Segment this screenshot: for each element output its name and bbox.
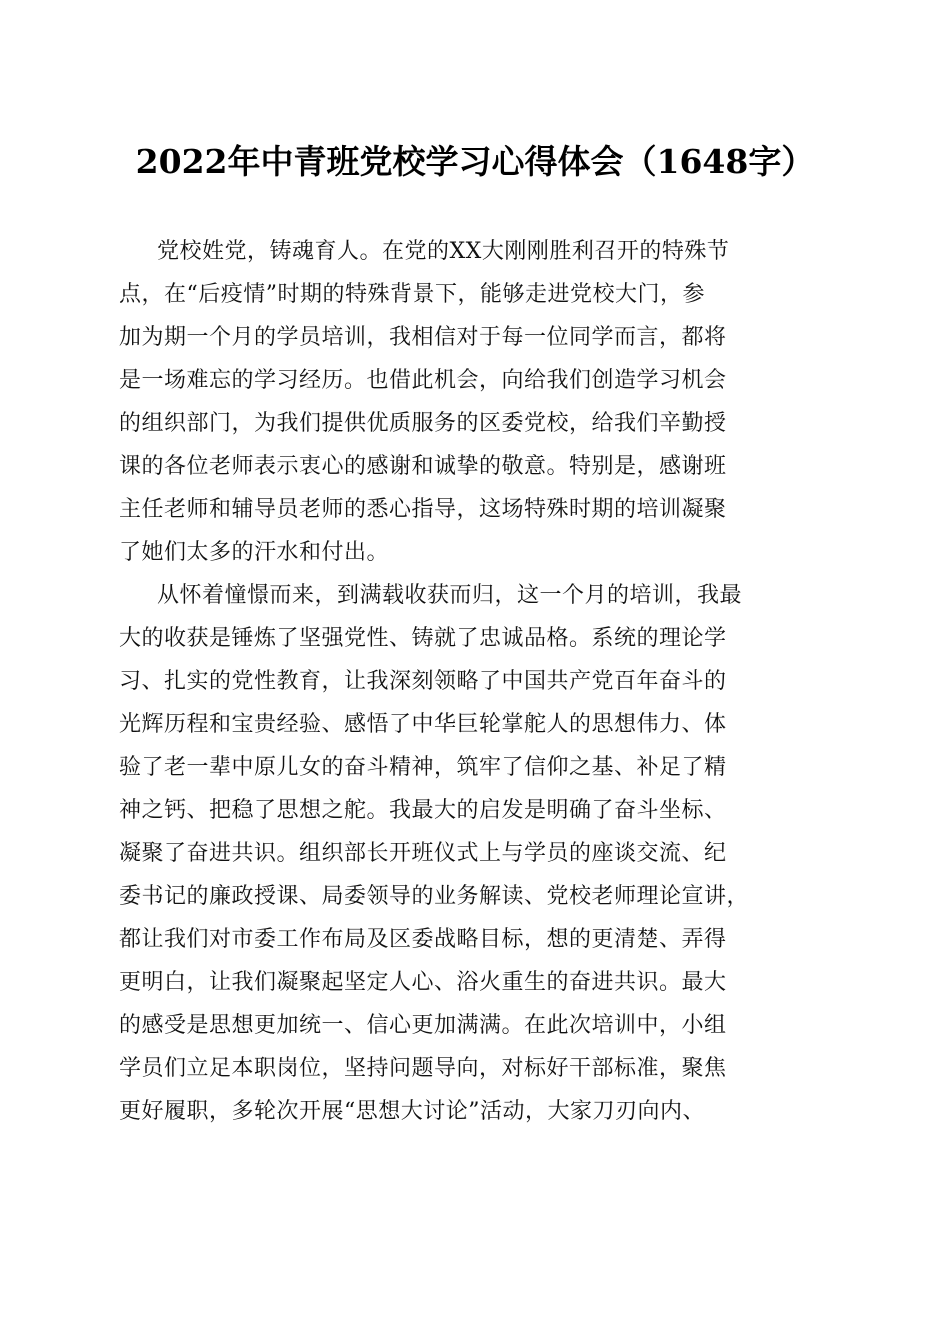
paragraph-1-line-3: 加为期一个月的学员培训，我相信对于每一位同学而言，都将 bbox=[119, 325, 727, 350]
paragraph-2-line-9: 都让我们对市委工作布局及区委战略目标，想的更清楚、弄得 bbox=[119, 927, 727, 952]
paragraph-1-line-2: 点，在“后疫情”时期的特殊背景下，能够走进党校大门，参 bbox=[119, 282, 705, 307]
paragraph-2-line-4: 光辉历程和宝贵经验、感悟了中华巨轮掌舵人的思想伟力、体 bbox=[119, 712, 727, 737]
document-title: 2022年中青班党校学习心得体会（1648字） bbox=[135, 142, 815, 181]
paragraph-2-line-11: 的感受是思想更加统一、信心更加满满。在此次培训中，小组 bbox=[119, 1013, 727, 1038]
paragraph-2-line-13: 更好履职，多轮次开展“思想大讨论”活动，大家刀刃向内、 bbox=[119, 1099, 705, 1124]
paragraph-1-line-6: 课的各位老师表示衷心的感谢和诚挚的敬意。特别是，感谢班 bbox=[119, 454, 727, 479]
paragraph-2-line-3: 习、扎实的党性教育，让我深刻领略了中国共产党百年奋斗的 bbox=[119, 669, 727, 694]
paragraph-2-line-10: 更明白，让我们凝聚起坚定人心、浴火重生的奋进共识。最大 bbox=[119, 970, 727, 995]
paragraph-2-line-8: 委书记的廉政授课、局委领导的业务解读、党校老师理论宣讲， bbox=[119, 884, 750, 909]
paragraph-2-line-5: 验了老一辈中原儿女的奋斗精神，筑牢了信仰之基、补足了精 bbox=[119, 755, 727, 780]
paragraph-1-line-5: 的组织部门，为我们提供优质服务的区委党校，给我们辛勤授 bbox=[119, 411, 727, 436]
paragraph-2-line-6: 神之钙、把稳了思想之舵。我最大的启发是明确了奋斗坐标、 bbox=[119, 798, 727, 823]
paragraph-1-line-7: 主任老师和辅导员老师的悉心指导，这场特殊时期的培训凝聚 bbox=[119, 497, 727, 522]
paragraph-2-line-12: 学员们立足本职岗位，坚持问题导向，对标好干部标准，聚焦 bbox=[119, 1056, 727, 1081]
paragraph-2-line-1: 从怀着憧憬而来，到满载收获而归，这一个月的培训，我最 bbox=[157, 583, 743, 608]
paragraph-1-line-4: 是一场难忘的学习经历。也借此机会，向给我们创造学习机会 bbox=[119, 368, 727, 393]
paragraph-2-line-7: 凝聚了奋进共识。组织部长开班仪式上与学员的座谈交流、纪 bbox=[119, 841, 727, 866]
paragraph-2-line-2: 大的收获是锤炼了坚强党性、铸就了忠诚品格。系统的理论学 bbox=[119, 626, 727, 651]
paragraph-1-line-8: 了她们太多的汗水和付出。 bbox=[119, 540, 390, 565]
paragraph-1-line-1: 党校姓党，铸魂育人。在党的XX大刚刚胜利召开的特殊节 bbox=[157, 239, 730, 264]
